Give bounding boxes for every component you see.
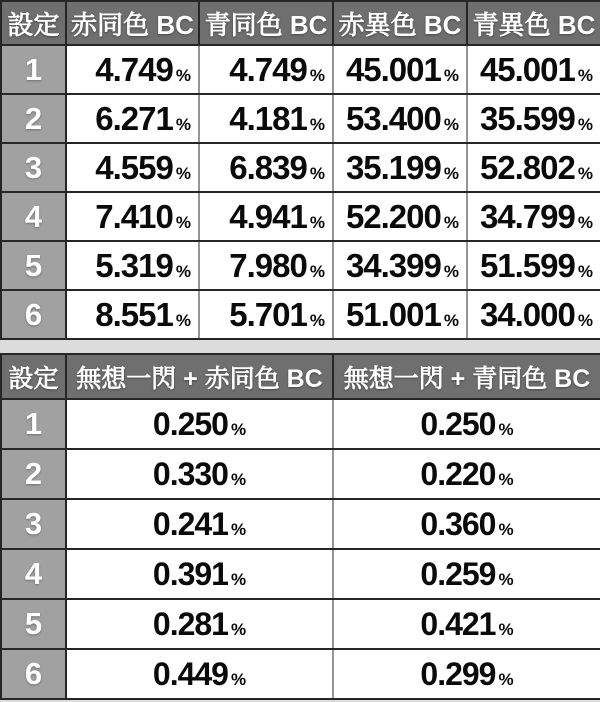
percent-sign: % [175,114,191,134]
value-cell [333,449,600,499]
column-header-blue-diff-bc: 青異色 BC [467,1,600,45]
value-cell [333,499,600,549]
percent-sign: % [577,114,593,134]
percent-sign: % [443,65,459,85]
percent-sign: % [498,469,514,489]
setting-cell: 5 [1,241,66,290]
value-cell [467,94,600,143]
percentage-value: 6.839 [229,148,307,186]
percentage-value: 52.200 [345,197,441,235]
value-cell [467,143,600,192]
percentage-value: 4.749 [95,50,173,88]
percent-sign: % [498,669,514,689]
percent-sign: % [309,163,325,183]
value-cell [199,143,333,192]
percentage-value: 0.250 [152,405,228,442]
table-row [1,399,600,449]
setting-cell: 3 [1,143,66,192]
setting-cell: 1 [1,399,66,449]
value-cell [66,290,199,339]
value-cell [467,45,600,94]
percent-sign: % [175,163,191,183]
percent-sign: % [443,261,459,281]
musou-table-body [1,399,600,699]
percentage-value: 0.330 [152,455,228,492]
value-cell [199,241,333,290]
percent-sign: % [577,310,593,330]
percentage-value: 5.701 [229,295,307,333]
percent-sign: % [498,619,514,639]
musou-table-header-row [1,354,600,399]
percent-sign: % [577,212,593,232]
setting-cell: 6 [1,290,66,339]
setting-cell: 5 [1,599,66,649]
percent-sign: % [498,569,514,589]
percentage-value: 51.599 [479,246,575,284]
percent-sign: % [230,419,247,439]
value-cell [66,94,199,143]
percent-sign: % [577,261,593,281]
percentage-value: 8.551 [95,295,173,333]
percentage-value: 0.220 [420,455,496,492]
value-cell [66,649,333,699]
bc-table-header-row [1,1,600,45]
value-cell [66,192,199,241]
percent-sign: % [230,619,247,639]
column-header-setting: 設定 [1,354,66,399]
value-cell [333,549,600,599]
value-cell [66,499,333,549]
value-cell [333,192,467,241]
value-cell [333,649,600,699]
percentage-value: 7.980 [229,246,307,284]
percent-sign: % [309,65,325,85]
column-header-musou-blue-same-bc: 無想一閃 + 青同色 BC [333,354,600,399]
percent-sign: % [498,419,514,439]
table-row [1,499,600,549]
table-row [1,290,600,339]
percentage-value: 4.941 [229,197,307,235]
percent-sign: % [230,669,247,689]
setting-cell: 4 [1,192,66,241]
percentage-value: 0.421 [420,605,496,642]
percentage-value: 52.802 [479,148,575,186]
table-row [1,549,600,599]
table-row [1,241,600,290]
percent-sign: % [175,212,191,232]
percent-sign: % [175,261,191,281]
percent-sign: % [443,114,459,134]
value-cell [333,94,467,143]
percentage-value: 5.319 [95,246,173,284]
percent-sign: % [577,65,593,85]
value-cell [333,143,467,192]
table-row [1,94,600,143]
percentage-value: 4.181 [229,99,307,137]
value-cell [467,192,600,241]
value-cell [199,45,333,94]
setting-cell: 4 [1,549,66,599]
percent-sign: % [175,310,191,330]
musou-bc-probability-table [0,353,600,700]
percentage-value: 4.749 [229,50,307,88]
column-header-red-diff-bc: 赤異色 BC [333,1,467,45]
percent-sign: % [230,469,247,489]
table-row [1,599,600,649]
setting-cell: 2 [1,449,66,499]
setting-cell: 6 [1,649,66,699]
table-gap [0,340,600,353]
percent-sign: % [443,310,459,330]
table-row [1,45,600,94]
percentage-value: 4.559 [95,148,173,186]
percent-sign: % [230,569,247,589]
percent-sign: % [577,163,593,183]
table-row [1,192,600,241]
value-cell [467,241,600,290]
value-cell [333,399,600,449]
percentage-value: 35.199 [345,148,441,186]
value-cell [333,599,600,649]
value-cell [199,94,333,143]
percent-sign: % [443,212,459,232]
column-header-setting: 設定 [1,1,66,45]
percent-sign: % [309,310,325,330]
value-cell [467,290,600,339]
percentage-value: 0.281 [152,605,228,642]
value-cell [66,599,333,649]
value-cell [66,449,333,499]
column-header-blue-same-bc: 青同色 BC [199,1,333,45]
percent-sign: % [498,519,514,539]
column-header-musou-red-same-bc: 無想一閃 + 赤同色 BC [66,354,333,399]
percentage-value: 0.299 [420,655,496,692]
bc-table-body [1,45,600,339]
percent-sign: % [309,114,325,134]
percentage-value: 7.410 [95,197,173,235]
percentage-value: 34.799 [479,197,575,235]
value-cell [66,549,333,599]
setting-cell: 3 [1,499,66,549]
percentage-value: 0.241 [152,505,228,542]
percentage-value: 34.399 [345,246,441,284]
table-row [1,143,600,192]
bc-probability-table [0,0,600,340]
table-row [1,449,600,499]
percentage-value: 0.250 [420,405,496,442]
value-cell [333,45,467,94]
percentage-value: 45.001 [345,50,441,88]
percentage-value: 0.391 [152,555,228,592]
value-cell [66,45,199,94]
value-cell [66,143,199,192]
column-header-red-same-bc: 赤同色 BC [66,1,199,45]
value-cell [199,192,333,241]
value-cell [333,290,467,339]
percent-sign: % [309,261,325,281]
percent-sign: % [309,212,325,232]
percent-sign: % [175,65,191,85]
table-row [1,649,600,699]
percentage-value: 0.360 [420,505,496,542]
percent-sign: % [443,163,459,183]
value-cell [333,241,467,290]
percentage-value: 51.001 [345,295,441,333]
percentage-value: 0.449 [152,655,228,692]
setting-cell: 2 [1,94,66,143]
percent-sign: % [230,519,247,539]
percentage-value: 6.271 [95,99,173,137]
value-cell [66,241,199,290]
percentage-value: 34.000 [479,295,575,333]
percentage-value: 0.259 [420,555,496,592]
setting-cell: 1 [1,45,66,94]
value-cell [66,399,333,449]
percentage-value: 53.400 [345,99,441,137]
percentage-value: 45.001 [479,50,575,88]
value-cell [199,290,333,339]
percentage-value: 35.599 [479,99,575,137]
